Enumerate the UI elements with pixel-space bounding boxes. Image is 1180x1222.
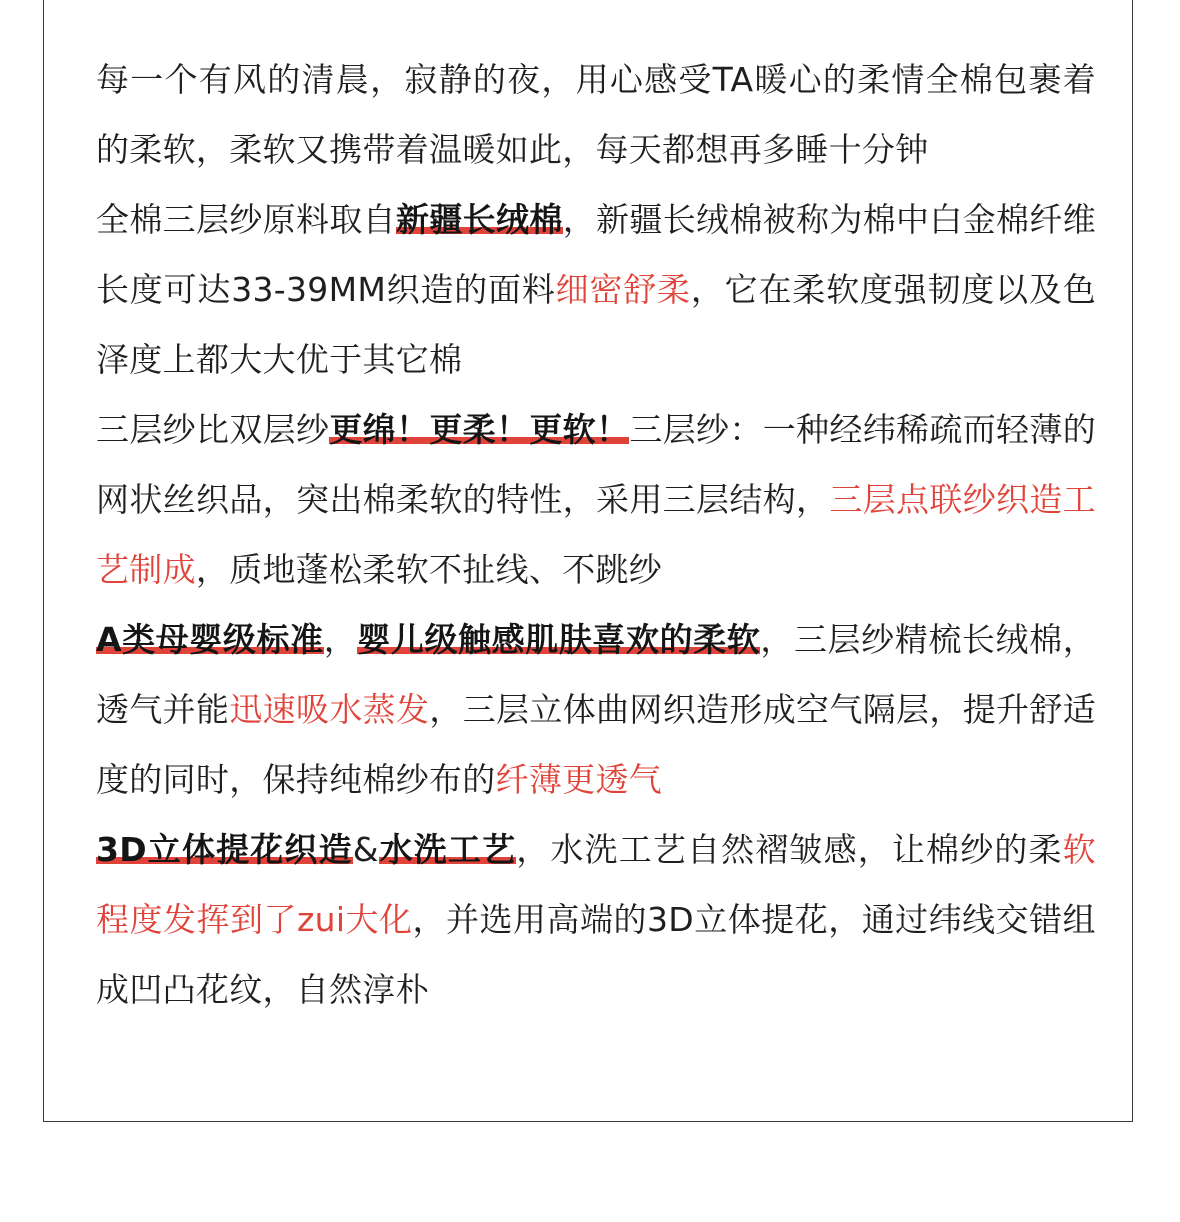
- highlight-text: 更绵！更柔！更软！: [329, 410, 630, 449]
- highlight-text: 3D立体提花织造: [96, 830, 353, 869]
- emphasis-text: 细密舒柔: [555, 270, 691, 309]
- body-text: 三层纱：一种经纬稀疏而轻薄的网状丝织品，突出棉柔软的特性，采用三层结构，: [96, 410, 1097, 519]
- body-text: ，三层立体曲网织造形成空气隔层，提升舒适度的同时，保持纯棉纱布的: [96, 690, 1097, 799]
- body-text: ，它在柔软度强韧度以及色泽度上都大大优于其它棉: [96, 270, 1096, 379]
- emphasis-text: 三层点联纱织造工艺制成: [96, 480, 1096, 589]
- body-text: ，新疆长绒棉被称为棉中白金棉纤维长度可达33-39MM织造的面料: [96, 200, 1096, 309]
- body-text: ，并选用高端的3D立体提花，通过纬线交错组成凹凸花纹，自然淳朴: [96, 900, 1096, 1009]
- body-text: ，: [323, 620, 358, 659]
- body-text: 三层纱比双层纱: [96, 410, 330, 449]
- paragraph-baby-grade: [96, 605, 1096, 815]
- body-text: 全棉三层纱原料取自: [96, 200, 397, 239]
- emphasis-text: 纤薄更透气: [495, 760, 663, 799]
- description-text: [96, 45, 1096, 1025]
- highlight-text: 新疆长绒棉: [396, 200, 563, 239]
- body-text: ，水洗工艺自然褶皱感，让棉纱的柔: [516, 830, 1063, 869]
- paragraph-three-layer-gauze: [96, 395, 1096, 605]
- paragraph-intro: [96, 45, 1096, 185]
- highlight-text: 婴儿级触感肌肤喜欢的柔软: [357, 620, 761, 659]
- body-text: 每一个有风的清晨，寂静的夜，用心感受TA暖心的柔情全棉包裹着的柔软，柔软又携带着温暖如此，每天都想再多睡十分钟: [96, 60, 1096, 169]
- body-text: &: [352, 830, 379, 869]
- body-text: ，三层纱精梳长绒棉，透气并能: [96, 620, 1096, 729]
- highlight-text: 水洗工艺: [378, 830, 517, 869]
- emphasis-text: 迅速吸水蒸发: [229, 690, 430, 729]
- content-frame: [43, 0, 1133, 1122]
- emphasis-text: 软程度发挥到了zui大化: [96, 830, 1096, 939]
- body-text: ，质地蓬松柔软不扯线、不跳纱: [195, 550, 663, 589]
- paragraph-3d-jacquard: [96, 815, 1096, 1025]
- paragraph-xinjiang-cotton: [96, 185, 1096, 395]
- highlight-text: A类母婴级标准: [96, 620, 324, 659]
